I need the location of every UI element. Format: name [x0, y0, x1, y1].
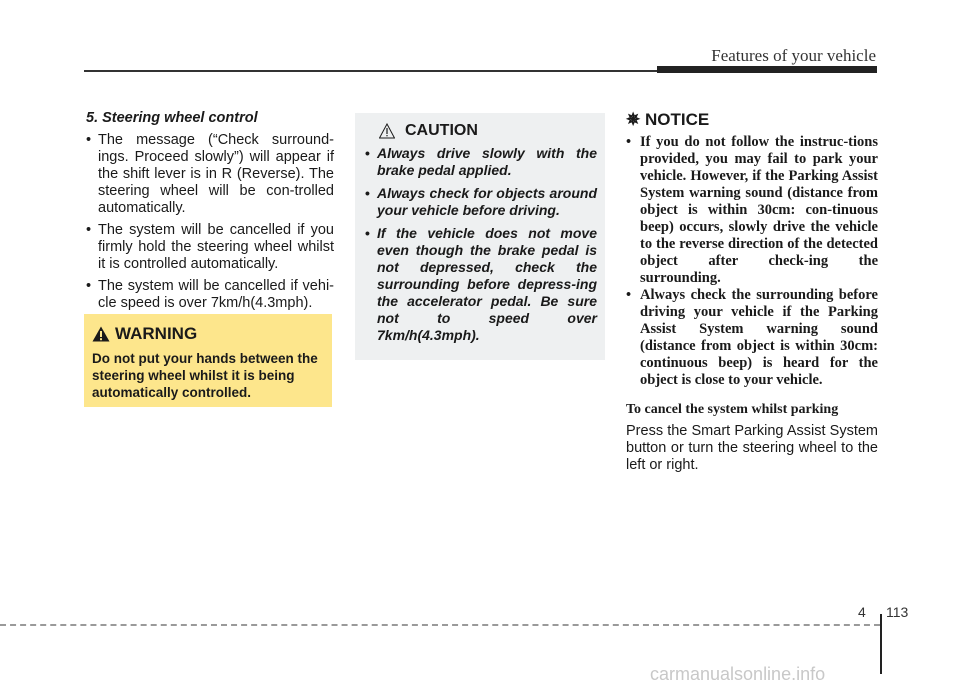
warning-header [92, 324, 324, 344]
header-bar [657, 66, 877, 73]
footer-dashed-rule [0, 624, 880, 626]
watermark: carmanualsonline.info [650, 664, 826, 684]
caution-box [355, 113, 605, 360]
warning-box [84, 314, 332, 407]
steering-section [86, 110, 334, 317]
notice-title: ✵ NOTICE [626, 110, 710, 129]
notice-item-1: • If you do not follow the instruc-tions provided, you may fail to park your vehicle. However, if the Parking Assist System warning sound (distance from object is within 30cm: con-tinuous beep) occurs, slowly drive the vehicle to the reverse direction of the detected object after check-ing the surrounding. [626, 134, 878, 287]
notice-item-2: • Always check the surrounding before driving your vehicle if the Parking Assist System warning sound (distance from object is within 30cm: continuous beep) is heard for the object is close to your vehicle. [626, 287, 878, 389]
warning-text: Do not put your hands between the steering wheel whilst it is being automatically controlled. [92, 351, 318, 400]
warning-title: WARNING [115, 324, 198, 343]
section-heading: 5. Steering wheel control [86, 110, 258, 126]
caution-item-3: • If the vehicle does not move even though the brake pedal is not depressed, check the surrounding before depress-ing the accelerator pedal. Be sure not to speed over 7km/h(4.3mph). [365, 225, 597, 344]
footer-chapter-number: 4 [858, 604, 866, 620]
caution-header [379, 122, 597, 140]
caution-triangle-icon [379, 123, 395, 139]
footer-divider [880, 614, 882, 674]
steering-bullet-2: • The system will be cancelled if you firmly hold the steering wheel whilst it is controlled automatically. [86, 222, 334, 273]
warning-triangle-icon [92, 326, 110, 342]
steering-bullet-3: • The system will be cancelled if vehi-cle speed is over 7km/h(4.3mph). [86, 278, 334, 312]
header-title: Features of your vehicle [711, 46, 876, 65]
footer-page-number: 113 [886, 604, 909, 620]
caution-title: CAUTION [405, 122, 478, 139]
cancel-text: Press the Smart Parking Assist System button or turn the steering wheel to the left or right. [626, 423, 878, 473]
steering-bullets [86, 132, 334, 312]
caution-list [365, 145, 597, 344]
caution-item-2: • Always check for objects around your vehicle before driving. [365, 185, 597, 219]
steering-bullet-1: • The message (“Check surround-ings. Proceed slowly”) will appear if the shift lever is in R (Reverse). The steering wheel will be con-trolled automatically. [86, 132, 334, 217]
notice-section [626, 110, 878, 474]
notice-list [626, 134, 878, 389]
cancel-heading: To cancel the system whilst parking [626, 402, 839, 417]
caution-item-1: • Always drive slowly with the brake pedal applied. [365, 145, 597, 179]
